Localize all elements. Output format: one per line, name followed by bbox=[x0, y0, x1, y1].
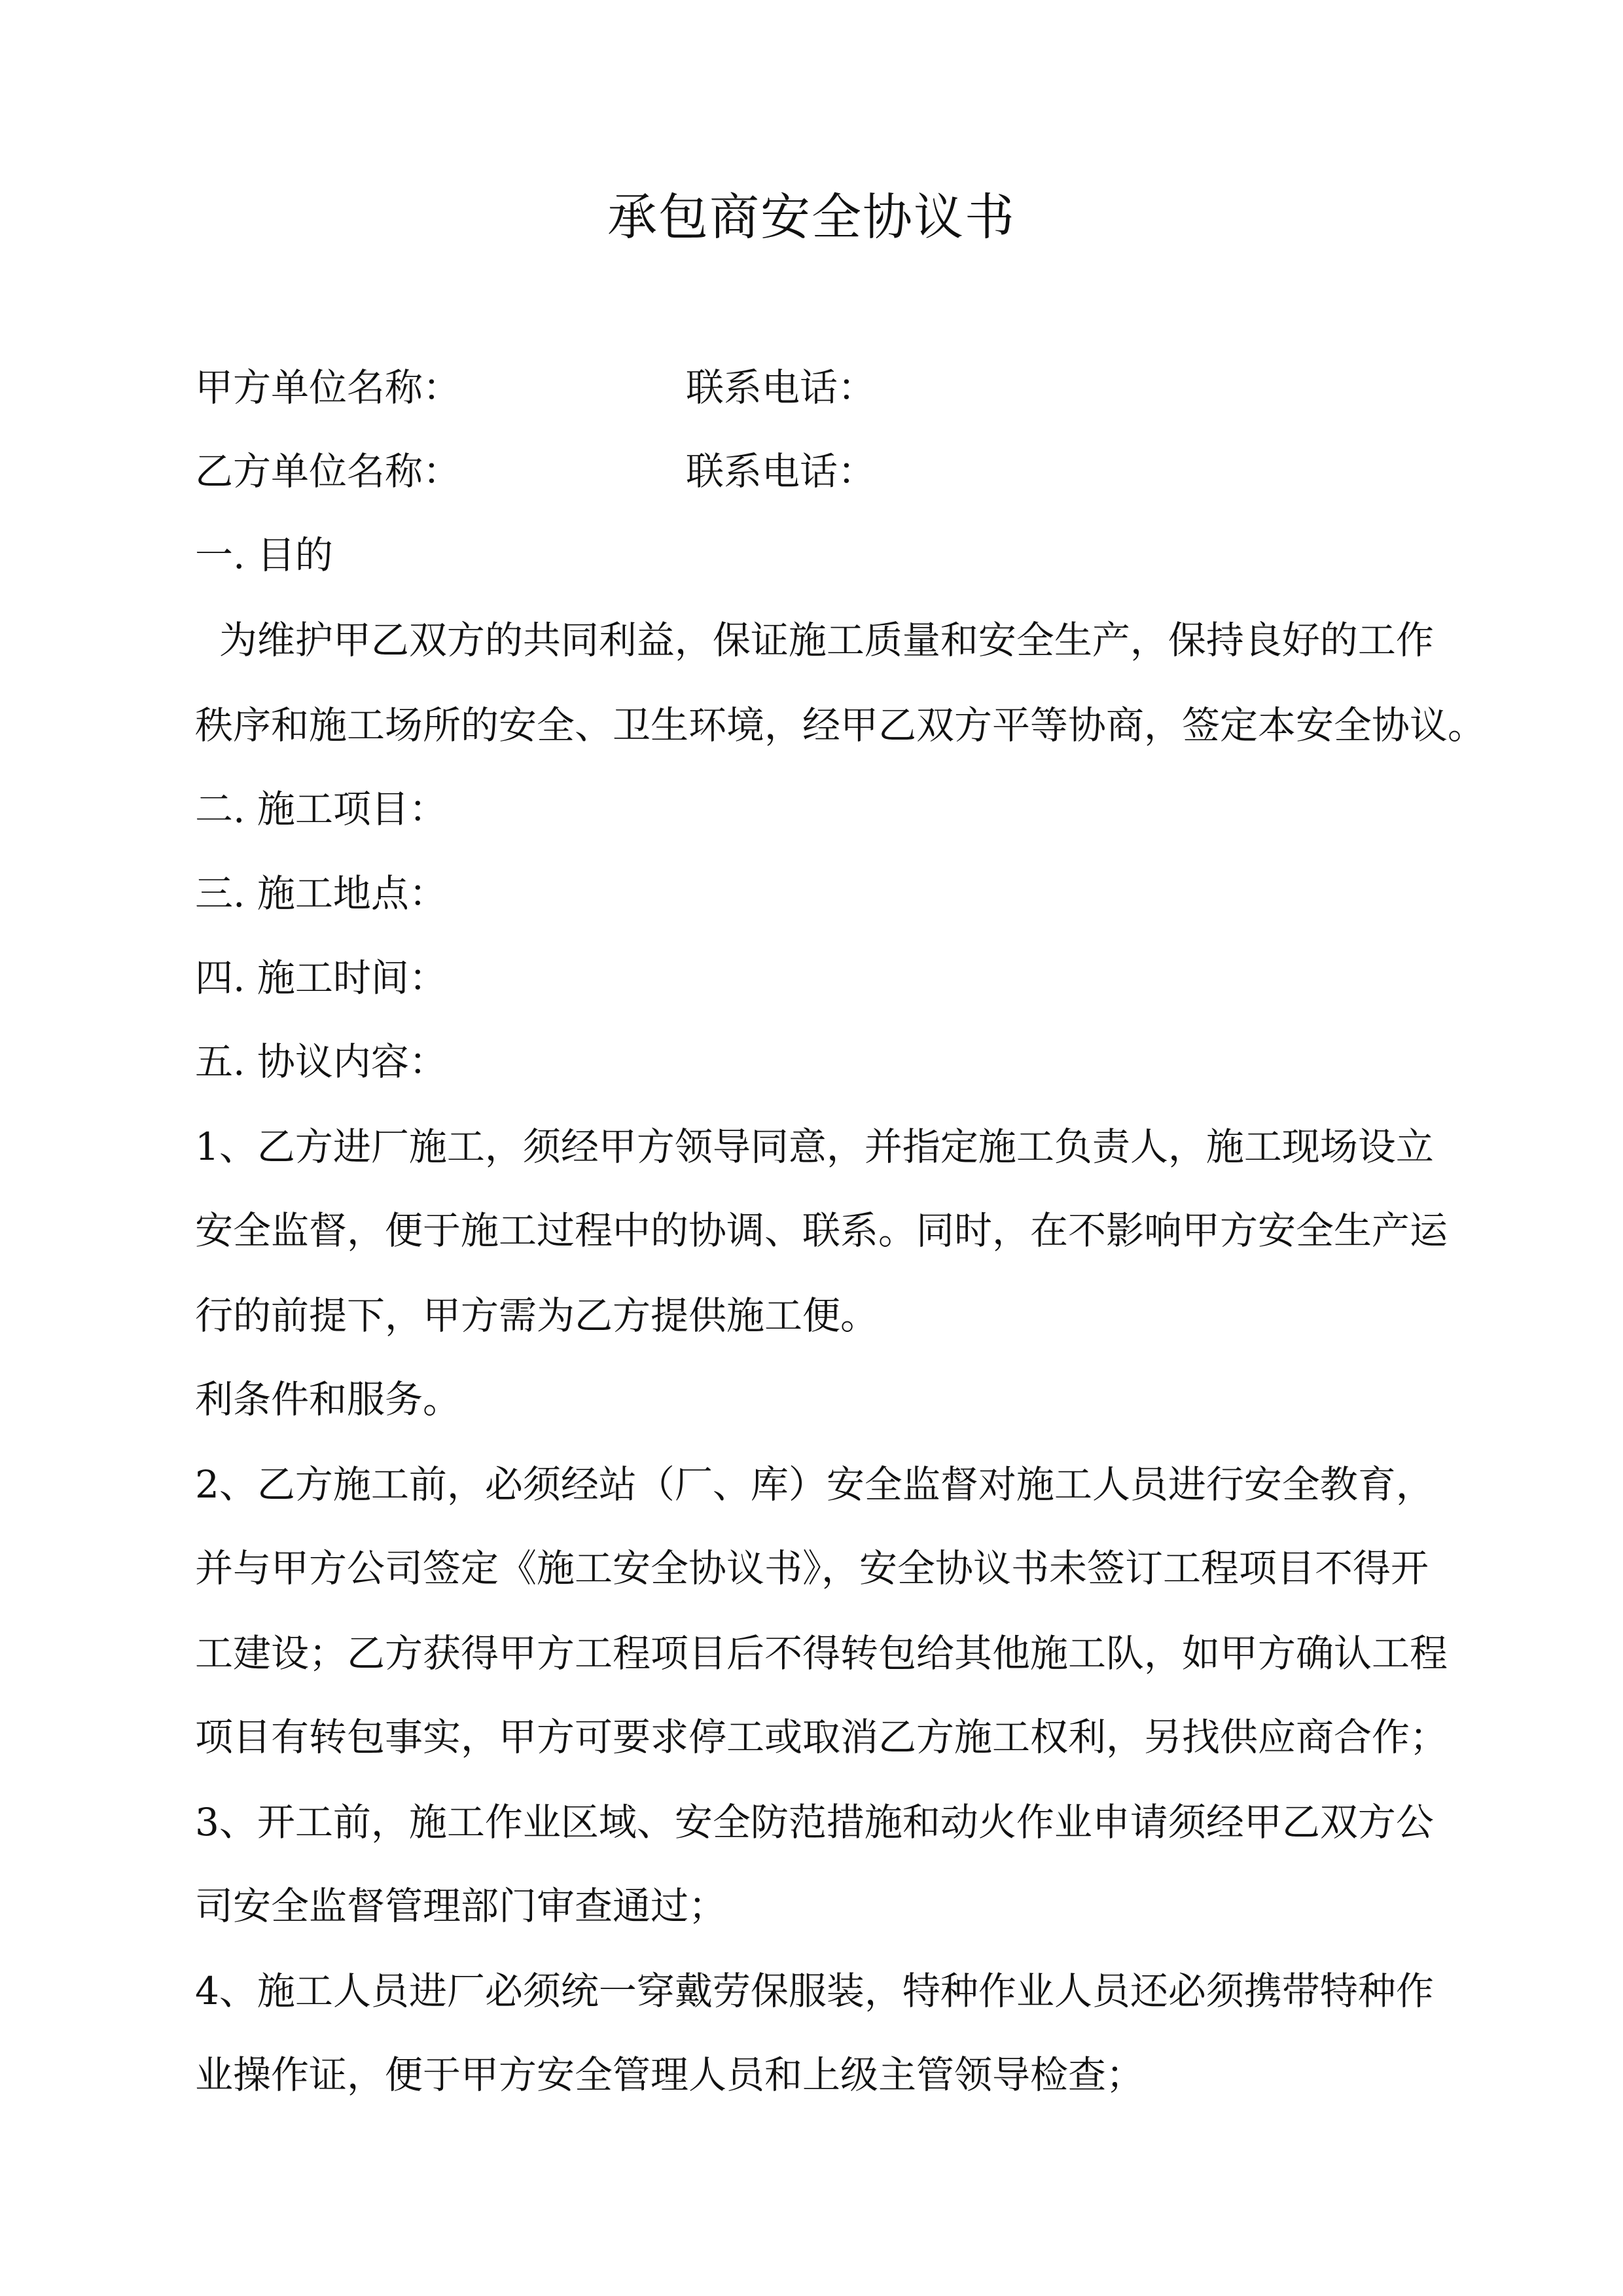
clause-3-line-1: 3、开工前，施工作业区域、安全防范措施和动火作业申请须经甲乙双方公 bbox=[195, 1800, 1434, 1844]
clause-4-line-1: 4、施工人员进厂必须统一穿戴劳保服装，特种作业人员还必须携带特种作 bbox=[195, 1969, 1434, 2013]
clause-2-line-4: 项目有转包事实，甲方可要求停工或取消乙方施工权利，另找供应商合作； bbox=[195, 1715, 1448, 1759]
clause-3-line-2: 司安全监督管理部门审查通过； bbox=[195, 1884, 727, 1928]
clause-1-line-3: 行的前提下，甲方需为乙方提供施工便。 bbox=[195, 1293, 879, 1338]
section-heading-content: 五. 协议内容： bbox=[195, 1039, 447, 1084]
party-a-phone-label: 联系电话： bbox=[686, 365, 876, 410]
clause-2-line-3: 工建设；乙方获得甲方工程项目后不得转包给其他施工队，如甲方确认工程 bbox=[195, 1631, 1448, 1676]
clause-1-line-4: 利条件和服务。 bbox=[195, 1377, 461, 1422]
party-a-name-label: 甲方单位名称： bbox=[195, 365, 461, 410]
clause-1-line-1: 1、乙方进厂施工，须经甲方领导同意，并指定施工负责人，施工现场设立 bbox=[195, 1124, 1434, 1169]
purpose-paragraph-line-1: 为维护甲乙双方的共同利益，保证施工质量和安全生产，保持良好的工作 bbox=[195, 618, 1434, 662]
clause-1-line-2: 安全监督，便于施工过程中的协调、联系。同时，在不影响甲方安全生产运 bbox=[195, 1208, 1448, 1253]
section-heading-purpose: 一. 目的 bbox=[195, 533, 333, 577]
section-heading-time: 四. 施工时间： bbox=[195, 956, 447, 1000]
clause-2-line-2: 并与甲方公司签定《施工安全协议书》，安全协议书未签订工程项目不得开 bbox=[195, 1546, 1429, 1590]
clause-4-line-2: 业操作证，便于甲方安全管理人员和上级主管领导检查； bbox=[195, 2053, 1145, 2097]
document-title: 承包商安全协议书 bbox=[607, 188, 1016, 246]
section-heading-project: 二. 施工项目： bbox=[195, 787, 447, 831]
purpose-paragraph-line-2: 秩序和施工场所的安全、卫生环境，经甲乙双方平等协商，签定本安全协议。 bbox=[195, 703, 1486, 747]
section-heading-location: 三. 施工地点： bbox=[195, 871, 447, 916]
party-b-name-label: 乙方单位名称： bbox=[195, 449, 461, 493]
clause-2-line-1: 2、乙方施工前，必须经站（厂、库）安全监督对施工人员进行安全教育， bbox=[195, 1462, 1434, 1507]
party-b-phone-label: 联系电话： bbox=[686, 449, 876, 493]
